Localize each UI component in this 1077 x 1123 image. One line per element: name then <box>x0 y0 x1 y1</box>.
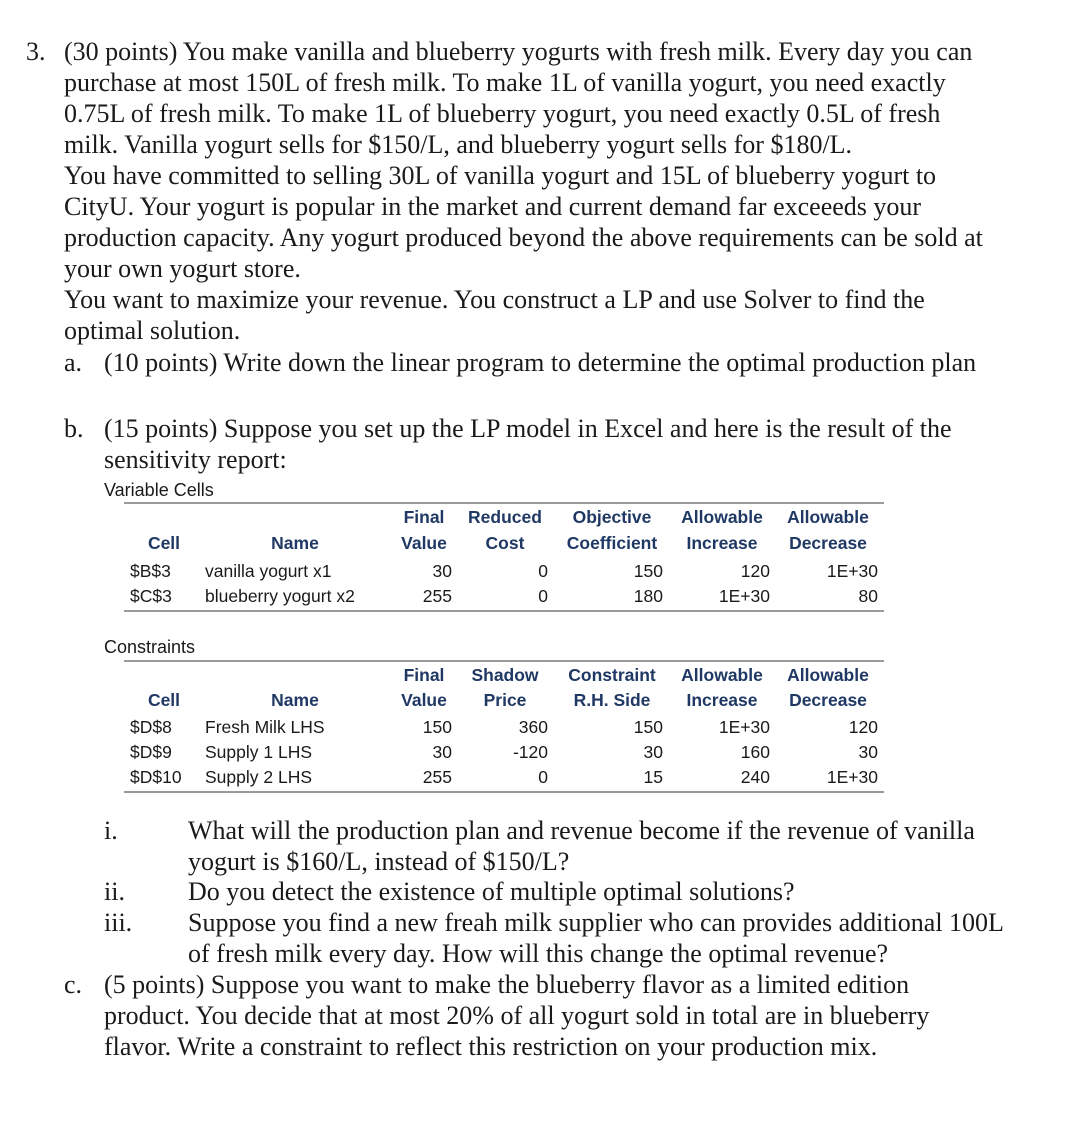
cell-ref: $D$9 <box>130 742 172 762</box>
header-name: Name <box>271 533 319 553</box>
header-cost: Cost <box>485 533 525 553</box>
cell-ref: $C$3 <box>130 586 172 606</box>
part-c-label: c. <box>64 970 83 999</box>
part-b-text <box>104 413 1064 475</box>
header-increase: Increase <box>686 533 758 553</box>
part-b-line: (15 points) Suppose you set up the LP model in Excel and here is the result of the <box>104 414 952 443</box>
intro-line: purchase at most 150L of fresh milk. To make 1L of vanilla yogurt, you need exactly <box>64 68 946 97</box>
sub-question-iii-text <box>188 907 1068 969</box>
part-c-line: flavor. Write a constraint to reflect this restriction on your production mix. <box>104 1032 878 1061</box>
cell-shadow-price: 360 <box>518 717 548 737</box>
cell-allowable-decrease: 80 <box>858 586 878 606</box>
cell-ref: $B$3 <box>130 561 171 581</box>
question-intro <box>64 36 1064 346</box>
cell-shadow-price: 0 <box>538 767 548 787</box>
part-b-label: b. <box>64 414 84 443</box>
cell-ref: $D$10 <box>130 767 182 787</box>
cell-rh-side: 15 <box>643 767 663 787</box>
cell-rh-side: 150 <box>633 717 663 737</box>
header-decrease: Decrease <box>789 533 867 553</box>
cell-final-value: 255 <box>422 586 452 606</box>
cell-reduced-cost: 0 <box>538 561 548 581</box>
intro-line: milk. Vanilla yogurt sells for $150/L, and blueberry yogurt sells for $180/L. <box>64 130 853 159</box>
intro-line: You want to maximize your revenue. You construct a LP and use Solver to find the <box>64 285 925 314</box>
part-a-text: (10 points) Write down the linear program to determine the optimal production plan <box>104 348 977 377</box>
header-price: Price <box>483 690 527 710</box>
intro-line: your own yogurt store. <box>64 254 301 283</box>
part-a-label: a. <box>64 348 83 377</box>
header-reduced: Reduced <box>468 507 542 527</box>
part-c-line: product. You decide that at most 20% of all yogurt sold in total are in blueberry <box>104 1001 930 1030</box>
header-coefficient: Coefficient <box>566 533 658 553</box>
intro-line: You have committed to selling 30L of vanilla yogurt and 15L of blueberry yogurt to <box>64 161 937 190</box>
cell-final-value: 30 <box>432 561 452 581</box>
sub-question-ii-label: ii. <box>104 877 125 906</box>
sub-question-line: yogurt is $160/L, instead of $150/L? <box>188 847 570 876</box>
cell-final-value: 255 <box>422 767 452 787</box>
cell-name: blueberry yogurt x2 <box>205 586 355 606</box>
part-b-line: sensitivity report: <box>104 445 287 474</box>
header-allowable-decrease: Allowable <box>787 507 869 527</box>
header-allowable-decrease: Allowable <box>787 665 869 685</box>
header-cell: Cell <box>147 690 181 710</box>
sub-question-line: of fresh milk every day. How will this change the optimal revenue? <box>188 939 889 968</box>
cell-final-value: 30 <box>432 742 452 762</box>
cell-allowable-decrease: 1E+30 <box>826 561 878 581</box>
header-value: Value <box>401 533 447 553</box>
header-allowable-increase: Allowable <box>681 507 763 527</box>
cell-allowable-increase: 1E+30 <box>718 717 770 737</box>
cell-final-value: 150 <box>422 717 452 737</box>
header-value: Value <box>401 690 447 710</box>
sub-question-i-label: i. <box>104 816 118 845</box>
constraints-caption: Constraints <box>104 637 196 657</box>
cell-rh-side: 30 <box>643 742 663 762</box>
part-c-line: (5 points) Suppose you want to make the blueberry flavor as a limited edition <box>104 970 910 999</box>
cell-allowable-decrease: 1E+30 <box>826 767 878 787</box>
sub-question-i-text <box>188 815 1068 877</box>
header-cell: Cell <box>147 533 181 553</box>
cell-reduced-cost: 0 <box>538 586 548 606</box>
table-top-rule <box>124 502 884 504</box>
sub-question-line: Do you detect the existence of multiple optimal solutions? <box>188 877 795 906</box>
header-final: Final <box>403 507 445 527</box>
header-objective: Objective <box>572 507 652 527</box>
table-bottom-rule <box>124 610 884 612</box>
intro-line: production capacity. Any yogurt produced beyond the above requirements can be sold at <box>64 223 983 252</box>
intro-line: optimal solution. <box>64 316 241 345</box>
sub-question-line: What will the production plan and revenue become if the revenue of vanilla <box>188 816 975 845</box>
cell-name: Supply 2 LHS <box>205 767 313 787</box>
sub-question-line: Suppose you find a new freah milk supplier who can provides additional 100L <box>188 908 1004 937</box>
header-increase: Increase <box>686 690 758 710</box>
table-top-rule <box>124 660 884 662</box>
cell-objective-coefficient: 180 <box>633 586 663 606</box>
cell-allowable-decrease: 30 <box>858 742 878 762</box>
cell-name: Fresh Milk LHS <box>205 717 325 737</box>
cell-allowable-increase: 1E+30 <box>718 586 770 606</box>
table-bottom-rule <box>124 791 884 793</box>
part-c-text <box>104 969 1064 1062</box>
intro-line: CityU. Your yogurt is popular in the market and current demand far exceeeds your <box>64 192 922 221</box>
cell-allowable-increase: 120 <box>740 561 770 581</box>
header-shadow: Shadow <box>471 665 539 685</box>
cell-allowable-increase: 160 <box>740 742 770 762</box>
cell-ref: $D$8 <box>130 717 172 737</box>
variable-cells-caption: Variable Cells <box>104 480 214 500</box>
header-constraint: Constraint <box>568 665 656 685</box>
sub-question-ii-text <box>188 876 1068 907</box>
header-rh-side: R.H. Side <box>573 690 651 710</box>
sub-question-iii-label: iii. <box>104 908 133 937</box>
intro-line: (30 points) You make vanilla and blueberry yogurts with fresh milk. Every day you can <box>64 37 973 66</box>
cell-name: Supply 1 LHS <box>205 742 313 762</box>
header-allowable-increase: Allowable <box>681 665 763 685</box>
cell-allowable-decrease: 120 <box>848 717 878 737</box>
cell-allowable-increase: 240 <box>740 767 770 787</box>
header-decrease: Decrease <box>789 690 867 710</box>
cell-name: vanilla yogurt x1 <box>205 561 332 581</box>
question-number: 3. <box>26 37 46 66</box>
cell-objective-coefficient: 150 <box>633 561 663 581</box>
cell-shadow-price: -120 <box>512 742 548 762</box>
header-name: Name <box>271 690 319 710</box>
intro-line: 0.75L of fresh milk. To make 1L of blueberry yogurt, you need exactly 0.5L of fresh <box>64 99 941 128</box>
header-final: Final <box>403 665 445 685</box>
